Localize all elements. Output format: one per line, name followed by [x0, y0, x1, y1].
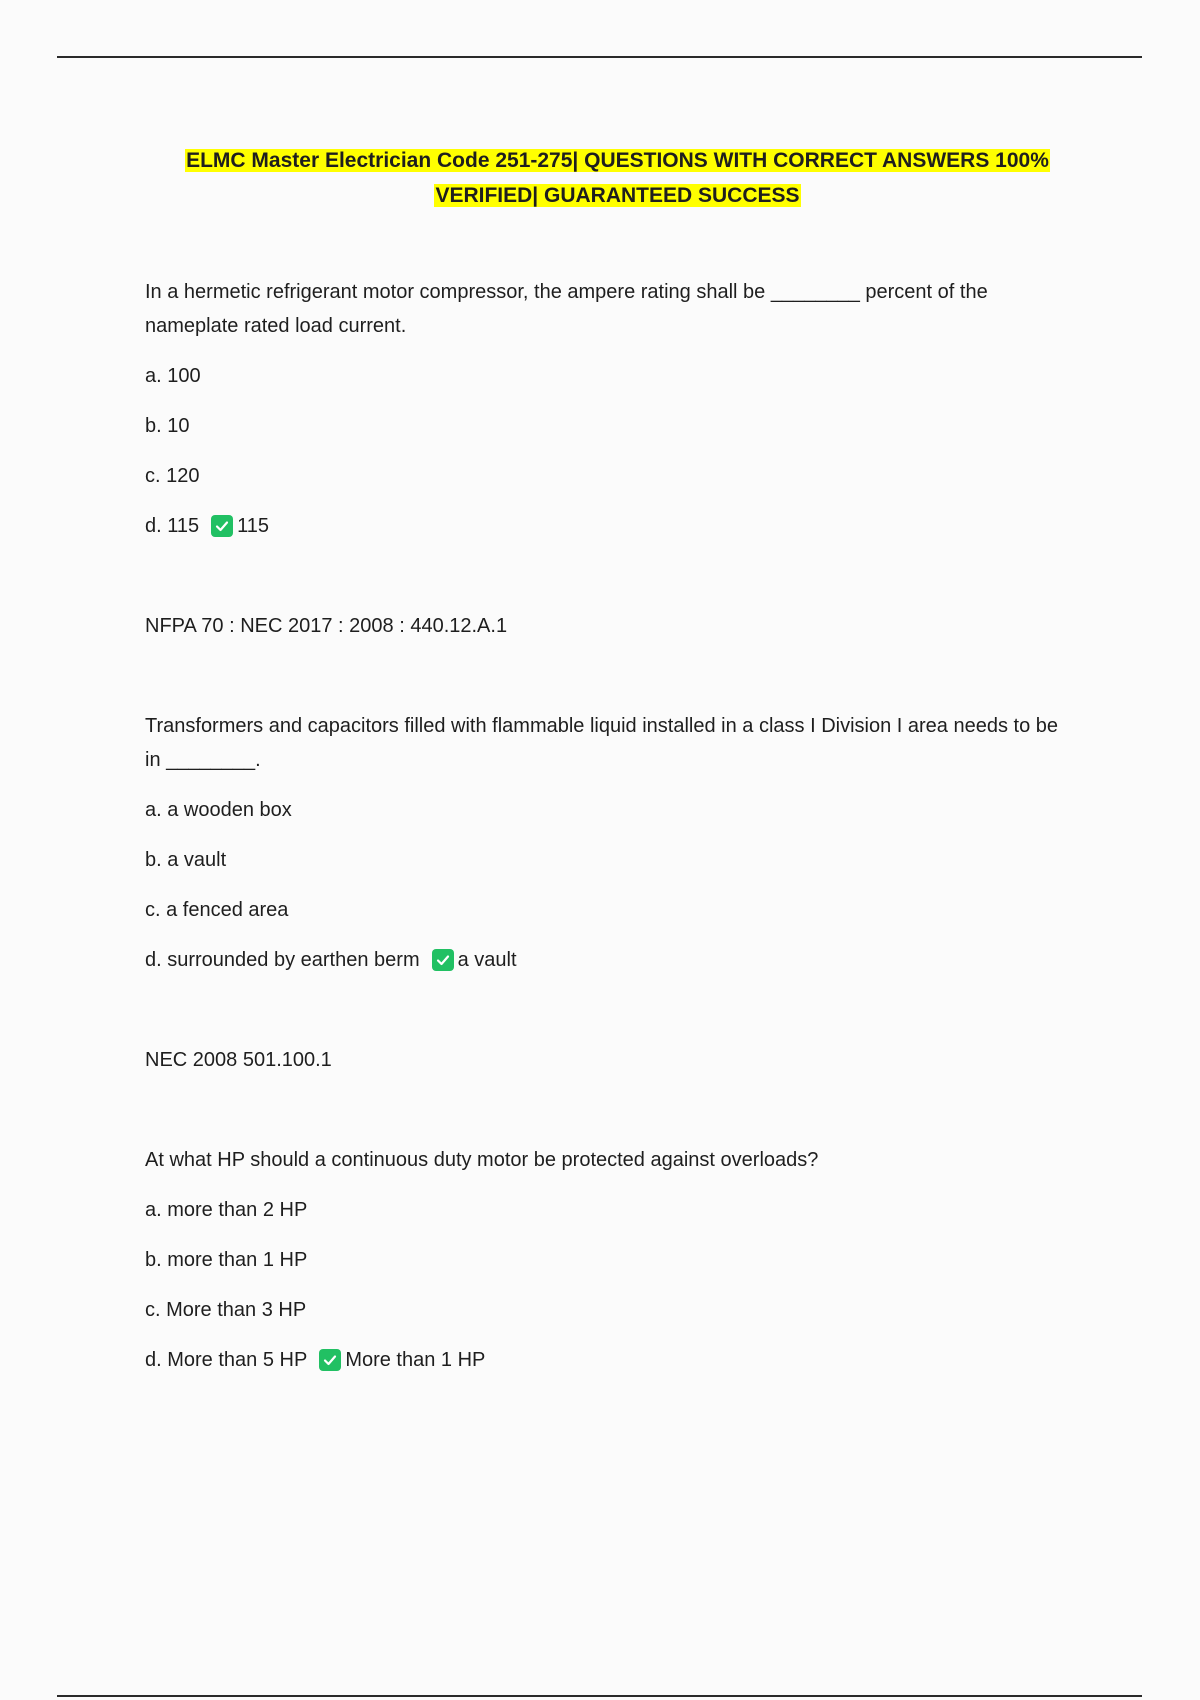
top-rule: [57, 56, 1142, 58]
correct-answer: 115: [237, 515, 270, 537]
question-list: [145, 275, 1075, 1393]
bottom-rule: [57, 1695, 1142, 1697]
option-d: d. surrounded by earthen berm a vault: [145, 943, 1075, 977]
check-icon: [432, 949, 454, 971]
check-icon: [211, 515, 233, 537]
option-b: b. more than 1 HP: [145, 1249, 308, 1271]
option-c: c. 120: [145, 465, 200, 487]
correct-answer: More than 1 HP: [345, 1349, 486, 1371]
option-c: c. a fenced area: [145, 899, 289, 921]
correct-answer: a vault: [457, 949, 517, 971]
option-d: d. 115 115: [145, 509, 1075, 543]
option-c: c. More than 3 HP: [145, 1299, 307, 1321]
question-text: At what HP should a continuous duty motor be protected against overloads?: [145, 1149, 819, 1171]
option-b: b. a vault: [145, 849, 227, 871]
question-block: [145, 275, 1075, 643]
question-text: Transformers and capacitors filled with flammable liquid installed in a class I Division I area needs to be in ________.: [145, 715, 1059, 771]
option-a: a. more than 2 HP: [145, 1199, 308, 1221]
question-text: In a hermetic refrigerant motor compressor, the ampere rating shall be ________ percent of the nameplate rated load current.: [145, 281, 988, 337]
reference: NEC 2008 501.100.1: [145, 1049, 332, 1071]
title-line-1: ELMC Master Electrician Code 251-275| QUESTIONS WITH CORRECT ANSWERS 100%: [186, 149, 1049, 172]
check-icon: [319, 1349, 341, 1371]
question-block: [145, 1143, 1075, 1377]
option-a: a. 100: [145, 365, 201, 387]
page-title: [140, 143, 1095, 213]
option-a: a. a wooden box: [145, 799, 292, 821]
option-d: d. More than 5 HP More than 1 HP: [145, 1343, 1075, 1377]
title-line-2: VERIFIED| GUARANTEED SUCCESS: [435, 184, 800, 207]
reference: NFPA 70 : NEC 2017 : 2008 : 440.12.A.1: [145, 615, 508, 637]
option-b: b. 10: [145, 415, 190, 437]
question-block: [145, 709, 1075, 1077]
